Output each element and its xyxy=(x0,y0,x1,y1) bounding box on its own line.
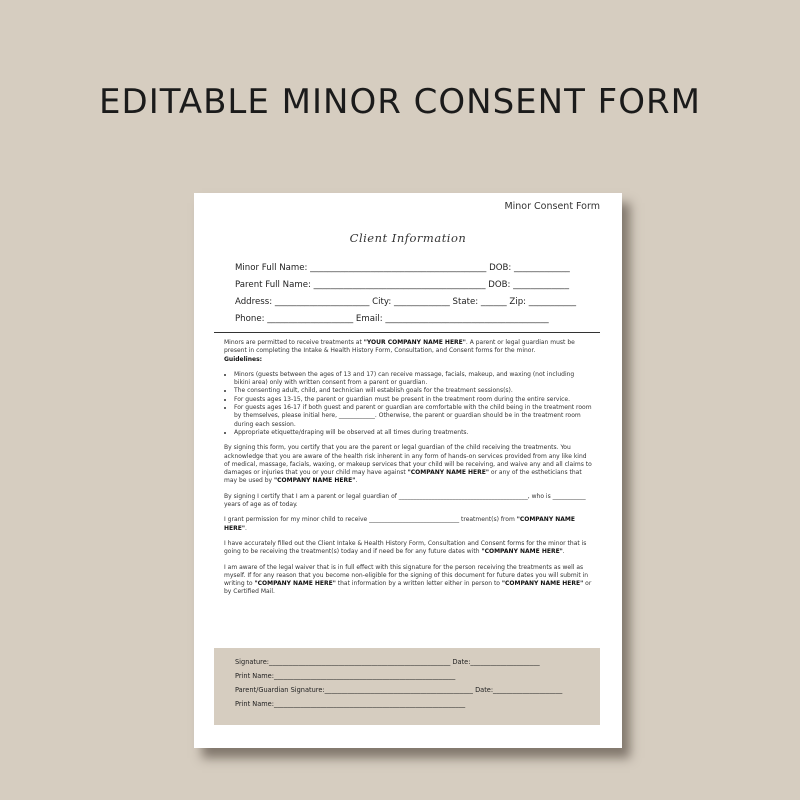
guideline-item: • Appropriate etiquette/draping will be observed at all times during treatments. xyxy=(234,429,592,437)
guidelines-label: Guidelines: xyxy=(224,355,263,363)
guideline-item: • The consenting adult, child, and technician will establish goals for the treatment sessions(s). xyxy=(234,387,592,395)
company-name: "YOUR COMPANY NAME HERE" xyxy=(363,339,466,346)
intro-paragraph: Minors are permitted to receive treatments at "YOUR COMPANY NAME HERE". A parent or legal guardian must be present in completing the Intake & Health History Form, Consultation, and Consent forms for the minor. Guidelines: xyxy=(224,339,575,363)
address-field[interactable]: Address: ______________________ City: _____________ State: ______ Zip: ___________ xyxy=(235,297,577,307)
intake-paragraph: I have accurately filled out the Client Intake & Health History Form, Consultation and Consent forms for the minor that is going to be receiving the treatment(s) today and if need be for any future dates with "COMPANY NAME HERE". xyxy=(224,539,587,556)
guidelines-list xyxy=(224,371,592,437)
guideline-item: • For guests ages 13-15, the parent or guardian must be present in the treatment room during the entire service. xyxy=(234,396,592,404)
guardian-signature-field[interactable]: Parent/Guardian Signature:_____________________________________________ Date:_____________________ xyxy=(235,686,563,694)
page-header-label: Minor Consent Form xyxy=(504,201,600,212)
banner-title: EDITABLE MINOR CONSENT FORM xyxy=(99,82,701,122)
signature-section xyxy=(214,648,600,725)
guardian-print-name-field[interactable]: Print Name:__________________________________________________________ xyxy=(235,700,466,708)
waiver-paragraph: I am aware of the legal waiver that is in full effect with this signature for the person receiving the treatments as well as myself. If for any reason that you become non-eligible for the signing of this document for future dates you will submit in writing to "COMPANY NAME HERE" that information by a written letter either in person to "COMPANY NAME HERE" or by Certified Mail. xyxy=(224,563,592,596)
print-name-field[interactable]: Print Name:_______________________________________________________ xyxy=(235,672,456,680)
signature-field[interactable]: Signature:_______________________________________________________ Date:_____________________ xyxy=(235,658,540,666)
permission-paragraph: I grant permission for my minor child to receive ______________________________ treatment(s) from "COMPANY NAME HERE". xyxy=(224,516,575,532)
certify-paragraph: By signing I certify that I am a parent or legal guardian of ___________________________________________, who is ___________ years of age as of today. xyxy=(224,492,586,509)
parent-name-field[interactable]: Parent Full Name: ________________________________________ DOB: _____________ xyxy=(235,280,570,290)
guideline-item: • For guests ages 16-17 if both guest and parent or guardian are comfortable with the child being in the treatment room by themselves, please initial here, ____________. Otherwise, the parent or guardian should be in the treatment room during each session. xyxy=(234,404,592,429)
section-title: Client Information xyxy=(349,231,467,245)
contact-field[interactable]: Phone: ____________________ Email: ______________________________________ xyxy=(235,314,549,324)
section-divider xyxy=(214,332,600,333)
guideline-item: • Minors (guests between the ages of 13 and 17) can receive massage, facials, makeup, and waxing (not including bikini area) only with written consent from a parent or guardian. xyxy=(234,371,592,388)
consent-body xyxy=(224,339,592,604)
minor-name-field[interactable]: Minor Full Name: _________________________________________ DOB: _____________ xyxy=(235,263,570,273)
consent-form-page xyxy=(194,193,622,748)
signing-paragraph: By signing this form, you certify that you are the parent or legal guardian of the child receiving the treatments. You acknowledge that you are aware of the health risk inherent in any form of hands-on services provided from any like kind of medical, massage, facials, waxing, or makeup services that your child will be receiving, and waive any and all claims to damages or injuries that you or your child may have against "COMPANY NAME HERE" or any of the estheticians that may be used by "COMPANY NAME HERE". xyxy=(224,444,592,485)
